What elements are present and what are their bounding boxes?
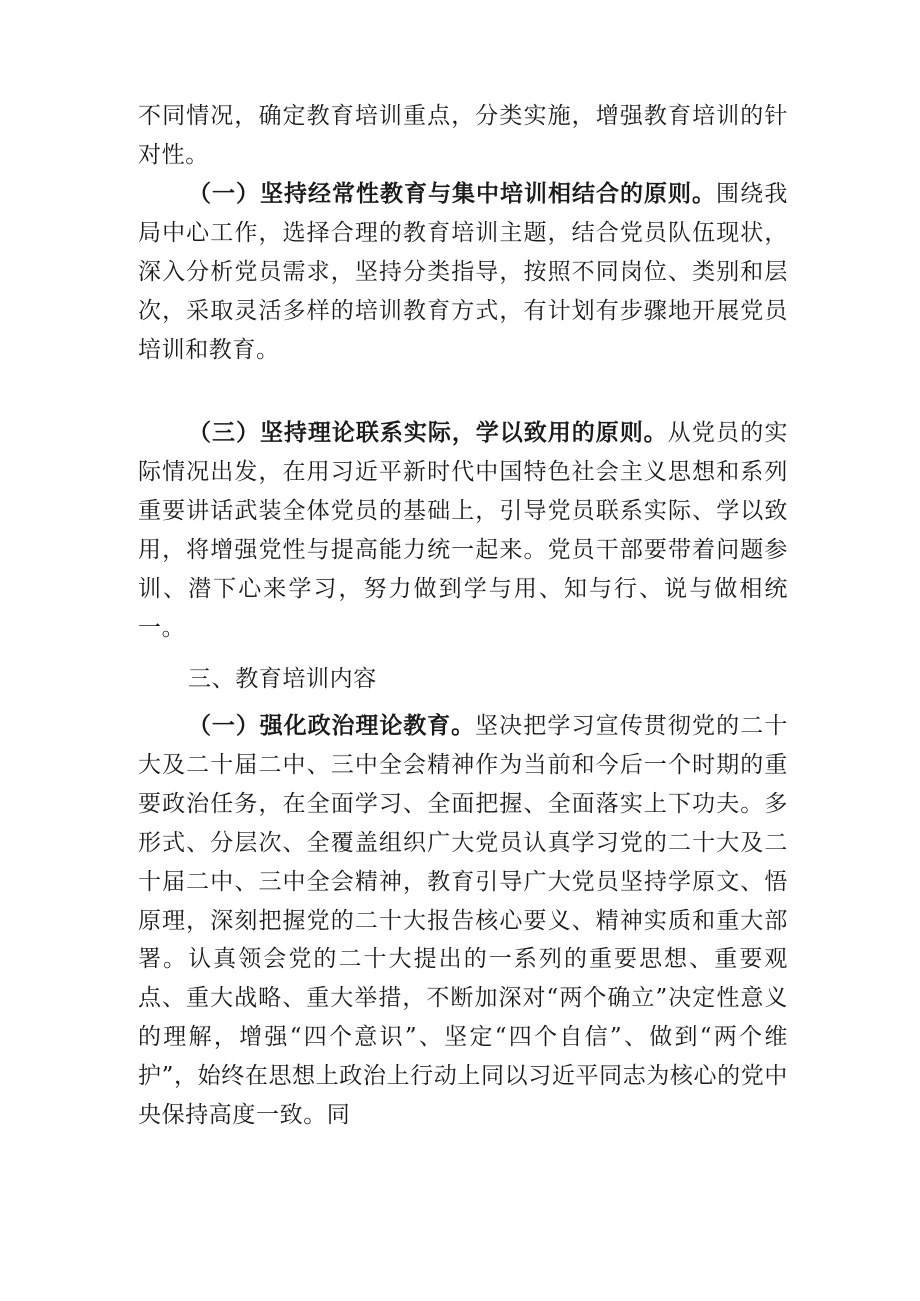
- paragraph-text: 围绕我局中心工作，选择合理的教育培训主题，结合党员队伍现状，深入分析党员需求，坚持分类指导，按照不同岗位、类别和层次，采取灵活多样的培训教育方式，有计划有步骤地开展党员培训和教育。: [138, 181, 788, 363]
- paragraph-principle-one: [138, 175, 788, 370]
- paragraph-text: 不同情况，确定教育培训重点，分类实施，增强教育培训的针对性。: [138, 103, 788, 168]
- paragraph-text: 从党员的实际情况出发，在用习近平新时代中国特色社会主义思想和系列重要讲话武装全体党员的基础上，引导党员联系实际、学以致用，将增强党性与提高能力统一起来。党员干部要带着问题参训、潜下心来学习，努力做到学与用、知与行、说与做相统一。: [138, 420, 789, 641]
- paragraph-text: 坚决把学习宣传贯彻党的二十大及二十届二中、三中全会精神作为当前和今后一个时期的重要政治任务，在全面学习、全面把握、全面落实上下功夫。多形式、分层次、全覆盖组织广大党员认真学习党的二十大及二十届二中、三中全会精神，教育引导广大党员坚持学原文、悟原理，深刻把握党的二十大报告核心要义、精神实质和重大部署。认真领会党的二十大提出的一系列的重要思想、重要观点、重大战略、重大举措，不断加深对“两个确立”决定性意义的理解，增强“四个意识”、坚定“四个自信”、做到“两个维护”，始终在思想上政治上行动上同以习近平同志为核心的党中央保持高度一致。同: [138, 713, 788, 1129]
- paragraph-continuation: [138, 97, 788, 175]
- paragraph-lead: （一）坚持经常性教育与集中培训相结合的原则。: [188, 181, 716, 207]
- paragraph-political-theory: [138, 707, 788, 1135]
- paragraph-principle-three: [138, 414, 788, 647]
- paragraph-lead: （一）强化政治理论教育。: [188, 713, 475, 739]
- paragraph-lead: （三）坚持理论联系实际，学以致用的原则。: [188, 420, 668, 446]
- section-heading: 三、教育培训内容: [188, 666, 377, 692]
